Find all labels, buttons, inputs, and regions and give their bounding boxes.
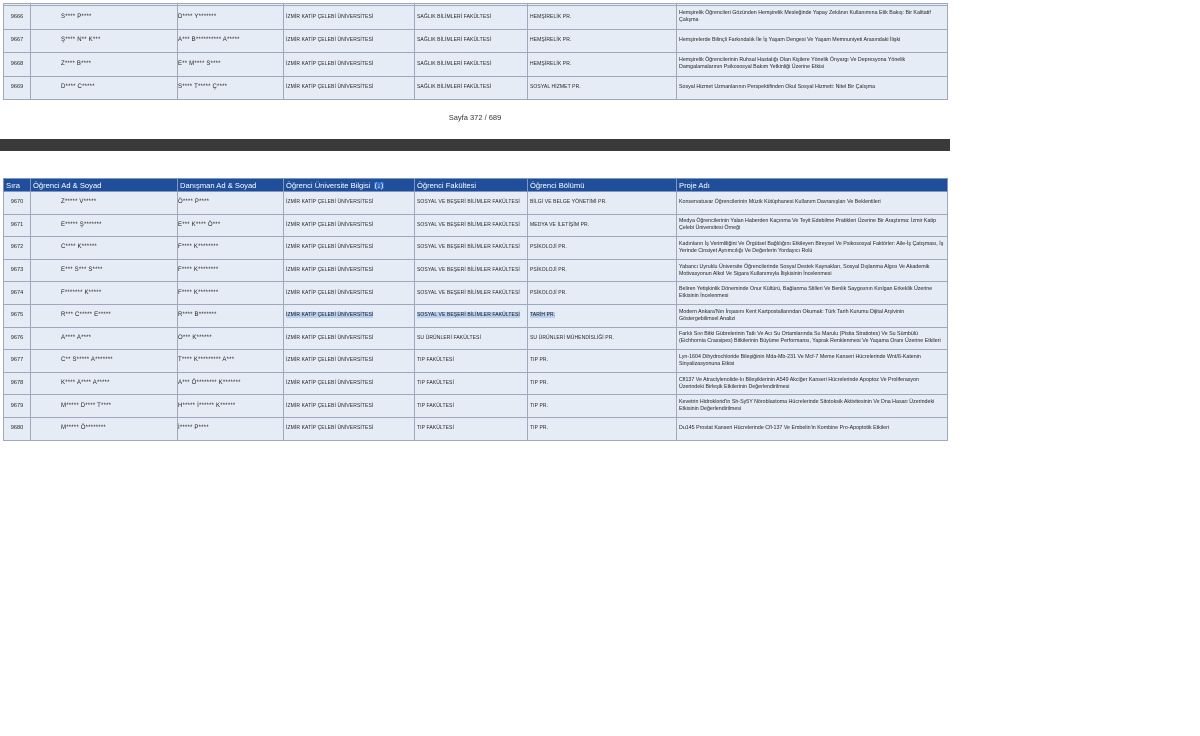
cell-danisman <box>178 53 284 77</box>
cell-danisman-text: O*** K****** <box>178 334 212 341</box>
cell-fakulte <box>415 53 528 77</box>
cell-fakulte <box>415 237 528 260</box>
cell-ogrenci-text: C**** K****** <box>61 244 97 251</box>
cell-sira-text: 9679 <box>10 402 24 409</box>
cell-universite-text: İZMİR KATİP ÇELEBİ ÜNİVERSİTESİ <box>286 312 374 319</box>
cell-proje-text: Kevetrin Hidroklorid'in Sh-Sy5Y Nöroblastoma Hücrelerinde Sitotoksik Aktivitesinin Ve Dna Hasarı Üzerindeki Etkisinin Değerlendirilmesi <box>679 399 935 413</box>
cell-ogrenci <box>31 327 178 350</box>
cell-proje <box>677 327 948 350</box>
table-row[interactable] <box>4 282 948 305</box>
cell-universite-text: İZMİR KATİP ÇELEBİ ÜNİVERSİTESİ <box>286 244 374 251</box>
cell-universite-text: İZMİR KATİP ÇELEBİ ÜNİVERSİTESİ <box>286 289 374 296</box>
cell-universite <box>284 259 415 282</box>
cell-danisman <box>178 304 284 327</box>
cell-danisman <box>178 237 284 260</box>
cell-sira-text: 9674 <box>10 289 24 296</box>
cell-danisman <box>178 350 284 373</box>
cell-proje-text: Farklı Sıvı Bitki Gübrelerinin Tatlı Ve Acı Su Ortamlarında Su Marulu (Pistia Stratiotes) Ve Su Sümbülü (Eichhornia Crassipes) Bitkilerinin Büyüme Performansı, Yaprak Renklenmesi Ve Yaşama Oranı Üzerine Etkileri <box>679 331 941 345</box>
cell-fakulte-text: SOSYAL VE BEŞERİ BİLİMLER FAKÜLTESİ <box>417 289 520 296</box>
cell-bolum-text: SU ÜRÜNLERİ MÜHENDİSLİĞİ PR. <box>530 334 614 341</box>
cell-bolum-text: TARİH PR. <box>530 312 556 319</box>
table-row[interactable] <box>4 259 948 282</box>
table-row[interactable] <box>4 6 948 30</box>
cell-danisman-text: A*** B********** A***** <box>178 37 240 44</box>
cell-sira-text: 9675 <box>10 312 24 319</box>
cell-ogrenci <box>31 395 178 418</box>
cell-proje <box>677 6 948 30</box>
cell-universite <box>284 53 415 77</box>
cell-ogrenci-text: Ş**** N** K*** <box>61 37 101 44</box>
cell-ogrenci-text: M***** Ö******** <box>61 425 106 432</box>
cell-universite-text: İZMİR KATİP ÇELEBİ ÜNİVERSİTESİ <box>286 37 374 44</box>
cell-sira-text: 9670 <box>10 199 24 206</box>
cell-proje-text: Cfl137 Ve Atractylenolide-Iıı Bileşiklerinin A549 Akciğer Kanseri Hücrelerinde Apoptoz Ve Proliferasyon Üzerindeki Birleşik Etkilerinin Değerlendirilmesi <box>679 376 919 390</box>
cell-proje-text: Hemşirelerde Bilinçli Farkındalık İle İş Yaşam Dengesi Ve Yaşam Memnuniyeti Arasındaki İlişki <box>679 37 901 44</box>
cell-bolum-text: PSİKOLOJİ PR. <box>530 267 567 274</box>
cell-fakulte-text: SAĞLIK BİLİMLERİ FAKÜLTESİ <box>417 60 492 67</box>
cell-ogrenci <box>31 417 178 440</box>
cell-danisman-text: Ö**** P**** <box>178 199 210 206</box>
cell-universite <box>284 237 415 260</box>
cell-ogrenci-text: Z**** B**** <box>61 60 92 67</box>
cell-universite <box>284 304 415 327</box>
cell-fakulte-text: SOSYAL VE BEŞERİ BİLİMLER FAKÜLTESİ <box>417 199 520 206</box>
cell-universite <box>284 417 415 440</box>
cell-danisman-text: D**** Y******* <box>178 13 217 20</box>
table-row[interactable] <box>4 53 948 77</box>
cell-universite <box>284 29 415 53</box>
cell-universite <box>284 282 415 305</box>
cell-bolum-text: MEDYA VE İLETİŞİM PR. <box>530 221 590 228</box>
cell-sira <box>4 372 31 395</box>
cell-bolum <box>528 304 677 327</box>
cell-universite <box>284 192 415 215</box>
cell-ogrenci <box>31 76 178 100</box>
cell-ogrenci-text: S**** P**** <box>61 13 92 20</box>
cell-bolum <box>528 395 677 418</box>
column-header-sira[interactable]: Sıra <box>4 179 31 192</box>
cell-sira <box>4 6 31 30</box>
cell-danisman-text: İ***** P**** <box>178 425 209 432</box>
cell-universite-text: İZMİR KATİP ÇELEBİ ÜNİVERSİTESİ <box>286 402 374 409</box>
results-table-top <box>3 3 948 100</box>
cell-ogrenci <box>31 237 178 260</box>
cell-fakulte <box>415 6 528 30</box>
cell-bolum <box>528 327 677 350</box>
cell-sira <box>4 76 31 100</box>
cell-danisman-text: A*** Ö******** K******* <box>178 380 241 387</box>
cell-danisman <box>178 76 284 100</box>
cell-proje <box>677 282 948 305</box>
cell-ogrenci-text: K**** A**** A***** <box>61 380 110 387</box>
cell-bolum-text: HEMŞİRELİK PR. <box>530 37 572 44</box>
cell-ogrenci-text: M***** D**** T**** <box>61 402 112 409</box>
table-body-top <box>4 4 948 100</box>
sort-down-arrow-icon[interactable]: (↓) <box>374 180 384 190</box>
cell-bolum-text: TIP PR. <box>530 357 549 364</box>
cell-universite-text: İZMİR KATİP ÇELEBİ ÜNİVERSİTESİ <box>286 267 374 274</box>
cell-bolum <box>528 76 677 100</box>
cell-sira-text: 9667 <box>10 37 24 44</box>
cell-fakulte <box>415 372 528 395</box>
cell-proje-text: Sosyal Hizmet Uzmanlarının Perspektifinden Okul Sosyal Hizmeti: Nitel Bir Çalışma <box>679 84 876 91</box>
cell-ogrenci-text: D**** C***** <box>61 84 95 91</box>
cell-bolum-text: TIP PR. <box>530 425 549 432</box>
cell-proje <box>677 76 948 100</box>
cell-ogrenci-text: F******* K***** <box>61 289 102 296</box>
cell-sira <box>4 282 31 305</box>
cell-sira-text: 9669 <box>10 84 24 91</box>
cell-fakulte-text: TIP FAKÜLTESİ <box>417 402 454 409</box>
cell-bolum <box>528 237 677 260</box>
cell-bolum <box>528 350 677 373</box>
cell-ogrenci <box>31 259 178 282</box>
cell-danisman-text: F**** K******** <box>178 244 219 251</box>
cell-fakulte <box>415 304 528 327</box>
cell-ogrenci-text: C** S***** A******* <box>61 357 113 364</box>
cell-sira-text: 9672 <box>10 244 24 251</box>
table-row[interactable] <box>4 327 948 350</box>
cell-proje <box>677 214 948 237</box>
column-header-universite-label: Öğrenci Üniversite Bilgisi <box>286 180 371 190</box>
cell-proje <box>677 372 948 395</box>
cell-sira <box>4 29 31 53</box>
cell-proje-text: Du145 Prostat Kanseri Hücrelerinde Cfl-137 Ve Embelin'in Kombine Pro-Apoptotik Etkileri <box>679 425 890 432</box>
table-row[interactable] <box>4 214 948 237</box>
cell-proje-text: Kadınların İş Verimliliğini Ve Örgütsel Bağlılığını Etkileyen Bireysel Ve Psikososyal Faktörler: Aile-İş Çatışması, İş Yerinde Cinsiyet Ayrımcılığı Ve Değerlerin Yordayıcı Rolü <box>679 240 944 254</box>
cell-universite-text: İZMİR KATİP ÇELEBİ ÜNİVERSİTESİ <box>286 84 374 91</box>
cell-danisman-text: F**** K******** <box>178 267 219 274</box>
cell-proje <box>677 350 948 373</box>
table-row[interactable] <box>4 192 948 215</box>
cell-universite-text: İZMİR KATİP ÇELEBİ ÜNİVERSİTESİ <box>286 425 374 432</box>
cell-danisman <box>178 259 284 282</box>
cell-bolum <box>528 259 677 282</box>
cell-universite <box>284 214 415 237</box>
cell-sira-text: 9668 <box>10 60 24 67</box>
cell-universite-text: İZMİR KATİP ÇELEBİ ÜNİVERSİTESİ <box>286 199 374 206</box>
cell-proje-text: Lyn-1604 Dihydrochloride Bileşiğinin Mda-Mb-231 Ve Mcf-7 Meme Kanseri Hücrelerinde Wnt/ß-Katenin Sinyalizasyonuna Etkisi <box>679 353 921 367</box>
cell-sira-text: 9680 <box>10 425 24 432</box>
cell-danisman <box>178 372 284 395</box>
cell-universite <box>284 327 415 350</box>
cell-proje <box>677 192 948 215</box>
cell-universite <box>284 372 415 395</box>
cell-ogrenci-text: A**** A**** <box>61 334 92 341</box>
cell-danisman-text: E*** K**** Ö*** <box>178 221 221 228</box>
cell-universite-text: İZMİR KATİP ÇELEBİ ÜNİVERSİTESİ <box>286 60 374 67</box>
cell-ogrenci-text: Z***** V***** <box>61 199 97 206</box>
cell-ogrenci <box>31 53 178 77</box>
cell-sira <box>4 259 31 282</box>
cell-fakulte <box>415 417 528 440</box>
column-header-bolum[interactable]: Öğrenci Bölümü <box>528 179 677 192</box>
cell-fakulte <box>415 76 528 100</box>
cell-bolum <box>528 214 677 237</box>
column-header-danisman[interactable]: Danışman Ad & Soyad <box>178 179 284 192</box>
cell-fakulte <box>415 395 528 418</box>
cell-bolum <box>528 192 677 215</box>
cell-ogrenci <box>31 350 178 373</box>
cell-bolum <box>528 6 677 30</box>
cell-universite-text: İZMİR KATİP ÇELEBİ ÜNİVERSİTESİ <box>286 334 374 341</box>
cell-proje <box>677 417 948 440</box>
cell-danisman-text: F**** K******** <box>178 289 219 296</box>
cell-bolum <box>528 282 677 305</box>
cell-universite-text: İZMİR KATİP ÇELEBİ ÜNİVERSİTESİ <box>286 380 374 387</box>
table-row[interactable] <box>4 304 948 327</box>
cell-fakulte <box>415 29 528 53</box>
cell-danisman <box>178 29 284 53</box>
cell-fakulte <box>415 327 528 350</box>
cell-danisman-text: E** M**** S**** <box>178 60 221 67</box>
cell-fakulte-text: TIP FAKÜLTESİ <box>417 380 454 387</box>
cell-fakulte-text: SAĞLIK BİLİMLERİ FAKÜLTESİ <box>417 13 492 20</box>
cell-sira-text: 9676 <box>10 334 24 341</box>
cell-ogrenci <box>31 29 178 53</box>
cell-danisman-text: H***** İ****** K****** <box>178 402 236 409</box>
cell-fakulte-text: SOSYAL VE BEŞERİ BİLİMLER FAKÜLTESİ <box>417 221 520 228</box>
page-separator <box>0 139 950 151</box>
cell-bolum-text: TIP PR. <box>530 402 549 409</box>
cell-sira-text: 9673 <box>10 267 24 274</box>
cell-bolum <box>528 372 677 395</box>
table-row[interactable] <box>4 417 948 440</box>
cell-sira <box>4 237 31 260</box>
cell-ogrenci <box>31 282 178 305</box>
cell-proje <box>677 304 948 327</box>
table-row[interactable] <box>4 29 948 53</box>
cell-fakulte-text: TIP FAKÜLTESİ <box>417 425 454 432</box>
results-table <box>3 178 948 441</box>
cell-proje <box>677 53 948 77</box>
cell-proje <box>677 237 948 260</box>
page-indicator: Sayfa 372 / 689 <box>448 113 502 122</box>
cell-ogrenci <box>31 372 178 395</box>
cell-bolum-text: SOSYAL HİZMET PR. <box>530 84 581 91</box>
column-header-proje[interactable]: Proje Adı <box>677 179 948 192</box>
cell-sira-text: 9677 <box>10 357 24 364</box>
table-row[interactable] <box>4 350 948 373</box>
cell-sira <box>4 417 31 440</box>
cell-universite <box>284 76 415 100</box>
cell-ogrenci-text: R*** C***** E***** <box>61 312 111 319</box>
cell-bolum <box>528 417 677 440</box>
cell-proje-text: Medya Öğrencilerinin Yalan Haberden Kaçınma Ve Teyit Edebilme Pratikleri Üzerine Bir Araştırma: İzmir Katip Çelebi Üniversitesi Örneği <box>679 218 937 232</box>
cell-danisman-text: S**** T***** Ç**** <box>178 84 228 91</box>
cell-bolum-text: HEMŞİRELİK PR. <box>530 60 572 67</box>
cell-proje <box>677 259 948 282</box>
cell-fakulte <box>415 259 528 282</box>
cell-universite-text: İZMİR KATİP ÇELEBİ ÜNİVERSİTESİ <box>286 13 374 20</box>
cell-bolum-text: PSİKOLOJİ PR. <box>530 289 567 296</box>
cell-fakulte-text: SOSYAL VE BEŞERİ BİLİMLER FAKÜLTESİ <box>417 267 520 274</box>
cell-proje-text: Hemşirelik Öğrencileri Gözünden Hemşirelik Mesleğinde Yapay Zekânın Kullanımına Etik Bakış: Bir Kalitatif Çalışma <box>679 10 931 24</box>
cell-bolum-text: PSİKOLOJİ PR. <box>530 244 567 251</box>
cell-danisman <box>178 417 284 440</box>
cell-danisman-text: T**** K********* A*** <box>178 357 235 364</box>
column-header-ogrenci[interactable]: Öğrenci Ad & Soyad <box>31 179 178 192</box>
cell-sira <box>4 192 31 215</box>
cell-sira-text: 9671 <box>10 221 24 228</box>
cell-sira <box>4 304 31 327</box>
cell-proje-text: Yabancı Uyruklu Üniversite Öğrencilerinde Sosyal Destek Kaynakları, Sosyal Dışlanma Algısı Ve Akademik Motivasyonun Alkol Ve Sigara Kullanımıyla İlişkisinin İncelenmesi <box>679 263 930 277</box>
cell-universite <box>284 6 415 30</box>
cell-bolum <box>528 29 677 53</box>
cell-danisman <box>178 192 284 215</box>
table-row[interactable] <box>4 76 948 100</box>
cell-danisman <box>178 327 284 350</box>
cell-universite-text: İZMİR KATİP ÇELEBİ ÜNİVERSİTESİ <box>286 221 374 228</box>
cell-ogrenci-text: E***** Ş******* <box>61 221 102 228</box>
cell-fakulte-text: SU ÜRÜNLERİ FAKÜLTESİ <box>417 334 481 341</box>
cell-ogrenci <box>31 192 178 215</box>
column-header-universite[interactable] <box>284 179 415 192</box>
cell-fakulte <box>415 192 528 215</box>
cell-danisman <box>178 282 284 305</box>
cell-fakulte <box>415 214 528 237</box>
column-header-fakulte[interactable]: Öğrenci Fakültesi <box>415 179 528 192</box>
cell-proje <box>677 29 948 53</box>
cell-ogrenci <box>31 304 178 327</box>
cell-sira <box>4 53 31 77</box>
cell-sira-text: 9666 <box>10 13 24 20</box>
cell-proje-text: Modern Ankara'Nın İnşasını Kent Kartpostallarından Okumak: Türk Tarih Kurumu Dijital Arşivinin Göstergebilimsel Analizi <box>679 308 905 322</box>
cell-ogrenci-text: E*** S*** S**** <box>61 267 103 274</box>
cell-proje-text: Konservatuvar Öğrencilerinin Müzik Kütüphanesi Kullanım Davranışları Ve Beklentileri <box>679 199 881 206</box>
cell-fakulte-text: TIP FAKÜLTESİ <box>417 357 454 364</box>
cell-ogrenci <box>31 6 178 30</box>
cell-fakulte <box>415 282 528 305</box>
table-row[interactable] <box>4 372 948 395</box>
cell-ogrenci <box>31 214 178 237</box>
cell-fakulte-text: SAĞLIK BİLİMLERİ FAKÜLTESİ <box>417 84 492 91</box>
cell-danisman <box>178 395 284 418</box>
cell-fakulte-text: SAĞLIK BİLİMLERİ FAKÜLTESİ <box>417 37 492 44</box>
cell-proje <box>677 395 948 418</box>
cell-bolum-text: TIP PR. <box>530 380 549 387</box>
cell-danisman <box>178 214 284 237</box>
cell-sira <box>4 214 31 237</box>
table-body <box>4 192 948 441</box>
cell-fakulte <box>415 350 528 373</box>
cell-sira <box>4 350 31 373</box>
cell-proje-text: Beliren Yetişkinlik Döneminde Onur Kültürü, Bağlanma Stilleri Ve Benlik Saygısının Kırılgan Erkeklik Üzerine Etkisinin İncelenmesi <box>679 286 933 300</box>
cell-fakulte-text: SOSYAL VE BEŞERİ BİLİMLER FAKÜLTESİ <box>417 312 520 319</box>
cell-bolum-text: BİLGİ VE BELGE YÖNETİMİ PR. <box>530 199 607 206</box>
cell-universite-text: İZMİR KATİP ÇELEBİ ÜNİVERSİTESİ <box>286 357 374 364</box>
cell-bolum-text: HEMŞİRELİK PR. <box>530 13 572 20</box>
cell-proje-text: Hemşirelik Öğrencilerinin Ruhsal Hastalığı Olan Kişilere Yönelik Önyargı Ve Depresyona Yönelik Damgalamalarının Psikososyal Bakım Yetkinliği Üzerine Etkisi <box>679 57 906 71</box>
table-row[interactable] <box>4 395 948 418</box>
cell-sira-text: 9678 <box>10 380 24 387</box>
table-header-row <box>4 179 948 192</box>
cell-danisman <box>178 6 284 30</box>
cell-universite <box>284 395 415 418</box>
table-row[interactable] <box>4 237 948 260</box>
cell-bolum <box>528 53 677 77</box>
cell-danisman-text: R**** B******* <box>178 312 217 319</box>
cell-fakulte-text: SOSYAL VE BEŞERİ BİLİMLER FAKÜLTESİ <box>417 244 520 251</box>
cell-universite <box>284 350 415 373</box>
cell-sira <box>4 395 31 418</box>
cell-sira <box>4 327 31 350</box>
